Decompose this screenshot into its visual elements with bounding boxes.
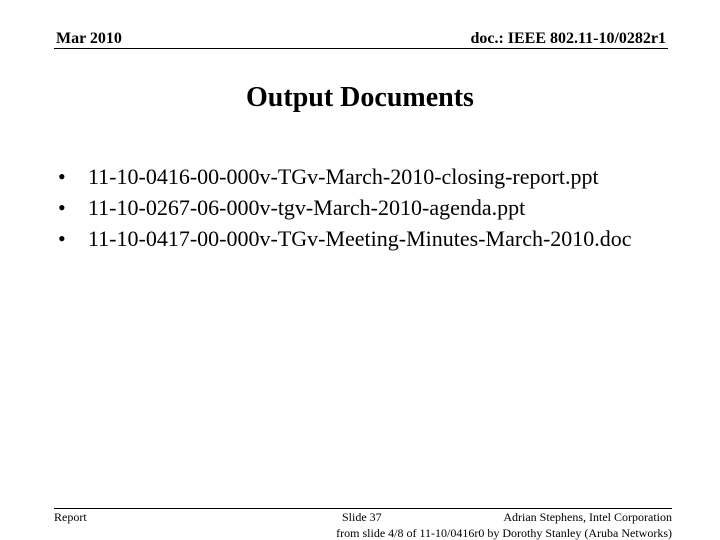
- footer-label: Report: [54, 510, 87, 524]
- bullet-item: [56, 193, 676, 222]
- footer-source: from slide 4/8 of 11-10/0416r0 by Dorothy Stanley (Aruba Networks): [336, 526, 672, 540]
- slide-title: Output Documents: [246, 82, 474, 113]
- bullet-dot-icon: •: [58, 226, 66, 251]
- header-date: Mar 2010: [56, 30, 122, 47]
- bullet-text: 11-10-0267-06-000v-tgv-March-2010-agenda.ppt: [88, 195, 526, 220]
- header-doc-id: doc.: IEEE 802.11-10/0282r1: [470, 30, 666, 47]
- bullet-dot-icon: •: [58, 164, 66, 189]
- bullet-dot-icon: •: [58, 195, 66, 220]
- bullet-item: [56, 162, 676, 191]
- bullet-text: 11-10-0417-00-000v-TGv-Meeting-Minutes-March-2010.doc: [88, 226, 632, 251]
- bullet-list: [56, 162, 676, 255]
- bullet-item: [56, 224, 676, 253]
- bullet-text: 11-10-0416-00-000v-TGv-March-2010-closing-report.ppt: [88, 164, 599, 189]
- header-divider: [54, 48, 668, 49]
- footer-divider: [54, 508, 672, 509]
- slide-number: Slide 37: [342, 510, 382, 524]
- footer-author: Adrian Stephens, Intel Corporation: [503, 510, 672, 524]
